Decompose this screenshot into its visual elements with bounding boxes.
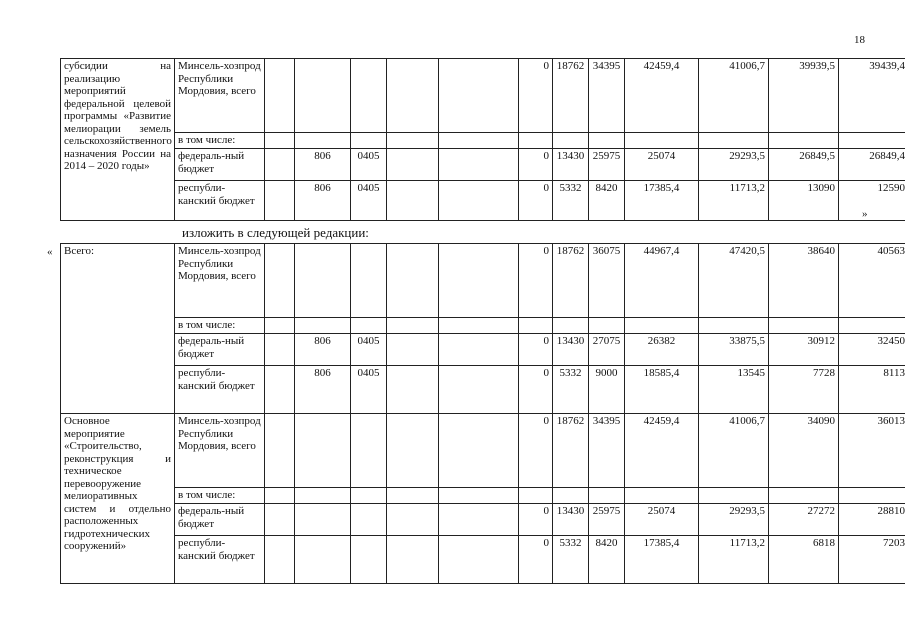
value-cell-csr xyxy=(387,334,439,366)
executor-cell: федераль-ный бюджет xyxy=(175,334,265,366)
table-row xyxy=(61,244,905,318)
value-cell-v4: 11713,2 xyxy=(699,536,769,584)
opening-quote: « xyxy=(47,246,53,258)
value-cell-v3: 17385,4 xyxy=(625,536,699,584)
executor-cell: республи-канский бюджет xyxy=(175,181,265,221)
empty-cell xyxy=(265,334,295,366)
empty-cell xyxy=(387,133,439,149)
value-cell-v1: 18762 xyxy=(553,414,589,488)
value-cell-v4: 13545 xyxy=(699,366,769,414)
value-cell-v3: 42459,4 xyxy=(625,414,699,488)
value-cell-v5: 38640 xyxy=(769,244,839,318)
table-row xyxy=(61,133,905,149)
value-cell-v3: 25074 xyxy=(625,149,699,181)
value-cell-v4: 41006,7 xyxy=(699,59,769,133)
empty-cell xyxy=(839,318,905,334)
value-cell-v5: 13090 xyxy=(769,181,839,221)
value-cell-grbs xyxy=(295,536,351,584)
instruction-text: изложить в следующей редакции: xyxy=(182,225,369,240)
new-budget-table xyxy=(60,243,905,584)
value-cell-rzpr: 0405 xyxy=(351,334,387,366)
table-row xyxy=(61,488,905,504)
empty-cell xyxy=(625,488,699,504)
executor-cell: федераль-ный бюджет xyxy=(175,149,265,181)
empty-cell xyxy=(839,133,905,149)
value-cell-v2: 9000 xyxy=(589,366,625,414)
value-cell-csr xyxy=(387,504,439,536)
executor-cell: Минсель-хозпрод Республики Мордовия, всего xyxy=(175,414,265,488)
empty-cell xyxy=(265,504,295,536)
value-cell-grbs: 806 xyxy=(295,149,351,181)
table-row xyxy=(61,59,905,133)
value-cell-v4: 41006,7 xyxy=(699,414,769,488)
empty-cell xyxy=(265,318,295,334)
value-cell-v6: 36013 xyxy=(839,414,905,488)
value-cell-v0: 0 xyxy=(519,149,553,181)
value-cell-v5: 7728 xyxy=(769,366,839,414)
empty-cell xyxy=(553,133,589,149)
value-cell-csr xyxy=(387,366,439,414)
value-cell-v4: 29293,5 xyxy=(699,149,769,181)
page-number: 18 xyxy=(854,34,865,46)
program-description: Всего: xyxy=(61,244,175,414)
value-cell-v5: 30912 xyxy=(769,334,839,366)
value-cell-csr xyxy=(387,59,439,133)
value-cell-v1: 5332 xyxy=(553,536,589,584)
value-cell-rzpr xyxy=(351,244,387,318)
table-row xyxy=(61,536,905,584)
value-cell-vr xyxy=(439,59,519,133)
executor-cell: Минсель-хозпрод Республики Мордовия, всего xyxy=(175,244,265,318)
program-description: субсидии на реализацию мероприятий федеральной целевой программы «Развитие мелиорации земель сельскохозяйственного назначения России на 2014 – 2020 годы» xyxy=(61,59,175,221)
value-cell-rzpr xyxy=(351,59,387,133)
empty-cell xyxy=(553,318,589,334)
value-cell-v4: 33875,5 xyxy=(699,334,769,366)
table-row xyxy=(61,366,905,414)
old-budget-table xyxy=(60,58,905,221)
value-cell-vr xyxy=(439,366,519,414)
empty-cell xyxy=(387,488,439,504)
value-cell-v1: 18762 xyxy=(553,244,589,318)
value-cell-v3: 17385,4 xyxy=(625,181,699,221)
empty-cell xyxy=(351,488,387,504)
value-cell-v6: 7203 xyxy=(839,536,905,584)
empty-cell xyxy=(625,133,699,149)
value-cell-vr xyxy=(439,149,519,181)
value-cell-vr xyxy=(439,504,519,536)
executor-cell: в том числе: xyxy=(175,133,265,149)
value-cell-rzpr xyxy=(351,536,387,584)
value-cell-grbs: 806 xyxy=(295,181,351,221)
value-cell-vr xyxy=(439,414,519,488)
empty-cell xyxy=(769,133,839,149)
empty-cell xyxy=(265,244,295,318)
value-cell-v6: 8113 xyxy=(839,366,905,414)
empty-cell xyxy=(699,133,769,149)
table-row xyxy=(61,318,905,334)
table-row xyxy=(61,334,905,366)
value-cell-rzpr: 0405 xyxy=(351,149,387,181)
empty-cell xyxy=(699,488,769,504)
table-row xyxy=(61,149,905,181)
value-cell-v3: 25074 xyxy=(625,504,699,536)
value-cell-v0: 0 xyxy=(519,366,553,414)
value-cell-v1: 13430 xyxy=(553,149,589,181)
value-cell-v2: 27075 xyxy=(589,334,625,366)
executor-cell: Минсель-хозпрод Республики Мордовия, всего xyxy=(175,59,265,133)
value-cell-v5: 34090 xyxy=(769,414,839,488)
value-cell-v3: 18585,4 xyxy=(625,366,699,414)
empty-cell xyxy=(295,318,351,334)
value-cell-v0: 0 xyxy=(519,504,553,536)
value-cell-v6: 12590 xyxy=(839,181,905,221)
value-cell-v6: 32450 xyxy=(839,334,905,366)
executor-cell: в том числе: xyxy=(175,488,265,504)
executor-cell: республи-канский бюджет xyxy=(175,366,265,414)
value-cell-csr xyxy=(387,244,439,318)
empty-cell xyxy=(265,488,295,504)
empty-cell xyxy=(265,133,295,149)
executor-cell: федераль-ный бюджет xyxy=(175,504,265,536)
value-cell-csr xyxy=(387,149,439,181)
value-cell-v3: 26382 xyxy=(625,334,699,366)
empty-cell xyxy=(387,318,439,334)
value-cell-v5: 6818 xyxy=(769,536,839,584)
empty-cell xyxy=(519,133,553,149)
empty-cell xyxy=(553,488,589,504)
value-cell-v5: 39939,5 xyxy=(769,59,839,133)
value-cell-grbs xyxy=(295,59,351,133)
empty-cell xyxy=(265,59,295,133)
executor-cell: республи-канский бюджет xyxy=(175,536,265,584)
value-cell-v0: 0 xyxy=(519,59,553,133)
empty-cell xyxy=(625,318,699,334)
value-cell-v0: 0 xyxy=(519,181,553,221)
value-cell-v5: 27272 xyxy=(769,504,839,536)
value-cell-v0: 0 xyxy=(519,536,553,584)
value-cell-v3: 42459,4 xyxy=(625,59,699,133)
empty-cell xyxy=(519,318,553,334)
value-cell-v2: 36075 xyxy=(589,244,625,318)
value-cell-grbs xyxy=(295,414,351,488)
empty-cell xyxy=(589,318,625,334)
empty-cell xyxy=(439,488,519,504)
value-cell-v0: 0 xyxy=(519,414,553,488)
value-cell-v4: 47420,5 xyxy=(699,244,769,318)
value-cell-v4: 29293,5 xyxy=(699,504,769,536)
value-cell-v6: 39439,4 xyxy=(839,59,905,133)
value-cell-vr xyxy=(439,181,519,221)
value-cell-v2: 25975 xyxy=(589,504,625,536)
empty-cell xyxy=(295,488,351,504)
empty-cell xyxy=(265,366,295,414)
value-cell-v3: 44967,4 xyxy=(625,244,699,318)
empty-cell xyxy=(351,318,387,334)
program-description: Основное мероприятие «Строительство, реконструкция и техническое перевооружение мелиоративных систем и отдельно расположенных гидротехнических сооружений» xyxy=(61,414,175,584)
value-cell-v1: 13430 xyxy=(553,504,589,536)
value-cell-grbs: 806 xyxy=(295,334,351,366)
empty-cell xyxy=(589,133,625,149)
value-cell-v2: 34395 xyxy=(589,414,625,488)
empty-cell xyxy=(769,318,839,334)
table-row xyxy=(61,181,905,221)
value-cell-csr xyxy=(387,536,439,584)
value-cell-v0: 0 xyxy=(519,334,553,366)
empty-cell xyxy=(589,488,625,504)
empty-cell xyxy=(295,133,351,149)
value-cell-v6: 40563 xyxy=(839,244,905,318)
value-cell-v2: 8420 xyxy=(589,181,625,221)
value-cell-rzpr: 0405 xyxy=(351,181,387,221)
value-cell-v4: 11713,2 xyxy=(699,181,769,221)
empty-cell xyxy=(265,149,295,181)
empty-cell xyxy=(265,181,295,221)
empty-cell xyxy=(839,488,905,504)
value-cell-vr xyxy=(439,244,519,318)
empty-cell xyxy=(265,536,295,584)
empty-cell xyxy=(439,133,519,149)
empty-cell xyxy=(769,488,839,504)
executor-cell: в том числе: xyxy=(175,318,265,334)
empty-cell xyxy=(439,318,519,334)
closing-quote: » xyxy=(862,208,868,220)
value-cell-v1: 5332 xyxy=(553,181,589,221)
value-cell-rzpr xyxy=(351,414,387,488)
value-cell-csr xyxy=(387,181,439,221)
value-cell-v6: 26849,4 xyxy=(839,149,905,181)
value-cell-grbs xyxy=(295,244,351,318)
value-cell-v2: 25975 xyxy=(589,149,625,181)
empty-cell xyxy=(351,133,387,149)
value-cell-grbs xyxy=(295,504,351,536)
table-row xyxy=(61,504,905,536)
value-cell-vr xyxy=(439,536,519,584)
empty-cell xyxy=(265,414,295,488)
value-cell-v2: 8420 xyxy=(589,536,625,584)
value-cell-v1: 18762 xyxy=(553,59,589,133)
value-cell-v5: 26849,5 xyxy=(769,149,839,181)
value-cell-rzpr: 0405 xyxy=(351,366,387,414)
value-cell-v2: 34395 xyxy=(589,59,625,133)
value-cell-rzpr xyxy=(351,504,387,536)
value-cell-grbs: 806 xyxy=(295,366,351,414)
value-cell-v6: 28810 xyxy=(839,504,905,536)
empty-cell xyxy=(699,318,769,334)
empty-cell xyxy=(519,488,553,504)
value-cell-vr xyxy=(439,334,519,366)
value-cell-v1: 13430 xyxy=(553,334,589,366)
value-cell-v0: 0 xyxy=(519,244,553,318)
table-row xyxy=(61,414,905,488)
value-cell-csr xyxy=(387,414,439,488)
value-cell-v1: 5332 xyxy=(553,366,589,414)
